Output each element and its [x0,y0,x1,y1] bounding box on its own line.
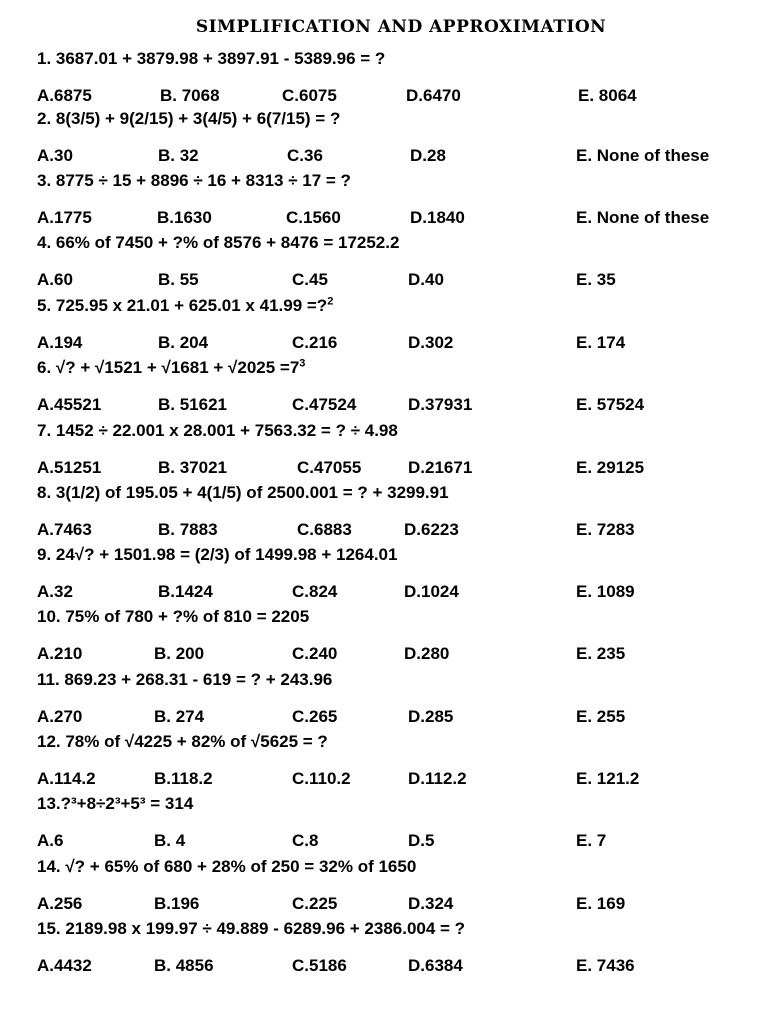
question-8-option-e: E. 7283 [576,520,635,539]
question-10 [37,607,309,627]
question-9 [37,545,397,565]
question-10-option-c: C.240 [292,644,338,663]
question-15 [37,919,465,939]
question-6-text: 6. √? + √1521 + √1681 + √2025 =7 [37,358,300,377]
question-11-option-c: C.265 [292,707,338,726]
question-7-text: 7. 1452 ÷ 22.001 x 28.001 + 7563.32 = ? ÷ 4.98 [37,421,398,440]
question-8-option-a: A.7463 [37,520,92,539]
question-3-option-b: B.1630 [157,208,212,227]
question-11-option-b: B. 274 [154,707,205,726]
question-3-option-a: A.1775 [37,208,92,227]
question-3-option-d: D.1840 [410,208,465,227]
question-4-option-d: D.40 [408,270,444,289]
question-8 [37,483,449,503]
question-15-option-c: C.5186 [292,956,347,975]
question-2-option-a: A.30 [37,146,73,165]
question-10-option-b: B. 200 [154,644,205,663]
question-3-option-e: E. None of these [576,208,710,227]
question-6-exponent: 3 [299,357,306,370]
question-14-option-e: E. 169 [576,894,626,913]
question-2 [37,109,340,129]
question-8-option-d: D.6223 [404,520,459,539]
question-6-option-e: E. 57524 [576,395,645,414]
question-4 [37,233,399,253]
question-13-option-b: B. 4 [154,831,186,850]
question-1-option-b: B. 7068 [160,86,220,105]
question-2-text: 2. 8(3/5) + 9(2/15) + 3(4/5) + 6(7/15) = ? [37,109,341,128]
question-5-option-a: A.194 [37,333,83,352]
question-5-option-b: B. 204 [158,333,209,352]
question-5-option-d: D.302 [408,333,454,352]
question-13-option-e: E. 7 [576,831,607,850]
question-7-option-e: E. 29125 [576,458,645,477]
question-15-text: 15. 2189.98 x 199.97 ÷ 49.889 - 6289.96 + 2386.004 = ? [37,919,466,938]
question-14-option-d: D.324 [408,894,454,913]
question-13-option-d: D.5 [408,831,435,850]
question-2-option-e: E. None of these [576,146,710,165]
question-7-option-a: A.51251 [37,458,102,477]
question-7-option-d: D.21671 [408,458,473,477]
question-4-option-b: B. 55 [158,270,199,289]
question-1-option-d: D.6470 [406,86,461,105]
question-7 [37,421,398,441]
question-7-option-c: C.47055 [297,458,362,477]
question-9-option-b: B.1424 [158,582,213,601]
question-5-exponent: 2 [327,295,334,308]
question-6-option-a: A.45521 [37,395,102,414]
question-1-option-e: E. 8064 [578,86,637,105]
question-8-option-c: C.6883 [297,520,352,539]
question-14-text: 14. √? + 65% of 680 + 28% of 250 = 32% of 1650 [37,857,417,876]
question-5-option-e: E. 174 [576,333,626,352]
question-3-text: 3. 8775 ÷ 15 + 8896 ÷ 16 + 8313 ÷ 17 = ? [37,171,351,190]
question-12-option-b: B.118.2 [154,769,213,788]
question-6 [37,358,305,378]
question-4-option-a: A.60 [37,270,73,289]
question-15-option-a: A.4432 [37,956,92,975]
question-6-option-d: D.37931 [408,395,473,414]
question-9-text: 9. 24√? + 1501.98 = (2/3) of 1499.98 + 1264.01 [37,545,398,564]
question-2-option-b: B. 32 [158,146,199,165]
question-14 [37,857,416,877]
question-13 [37,794,193,814]
question-15-option-e: E. 7436 [576,956,635,975]
question-9-option-d: D.1024 [404,582,459,601]
question-3-option-c: C.1560 [286,208,341,227]
question-2-option-d: D.28 [410,146,446,165]
question-12-option-e: E. 121.2 [576,769,640,788]
question-5 [37,296,333,316]
question-10-option-d: D.280 [404,644,450,663]
question-9-option-c: C.824 [292,582,338,601]
question-5-option-c: C.216 [292,333,338,352]
question-12-option-d: D.112.2 [408,769,467,788]
question-10-text: 10. 75% of 780 + ?% of 810 = 2205 [37,607,310,626]
question-11-option-a: A.270 [37,707,83,726]
question-2-option-c: C.36 [287,146,323,165]
question-10-option-a: A.210 [37,644,83,663]
question-11-option-d: D.285 [408,707,454,726]
question-6-option-c: C.47524 [292,395,357,414]
question-4-option-e: E. 35 [576,270,616,289]
question-12-option-a: A.114.2 [37,769,96,788]
question-13-text: 13.?³+8÷2³+5³ = 314 [37,794,194,813]
question-5-text: 5. 725.95 x 21.01 + 625.01 x 41.99 =? [37,296,328,315]
question-8-option-b: B. 7883 [158,520,218,539]
question-6-option-b: B. 51621 [158,395,227,414]
question-11 [37,670,332,690]
question-12-option-c: C.110.2 [292,769,351,788]
question-9-option-a: A.32 [37,582,73,601]
question-4-text: 4. 66% of 7450 + ?% of 8576 + 8476 = 17252.2 [37,233,400,252]
question-4-option-c: C.45 [292,270,328,289]
question-15-option-d: D.6384 [408,956,463,975]
question-15-option-b: B. 4856 [154,956,214,975]
question-1 [37,49,385,69]
question-10-option-e: E. 235 [576,644,626,663]
page-title: SIMPLIFICATION AND APPROXIMATION [195,17,607,37]
question-14-option-c: C.225 [292,894,338,913]
question-1-option-a: A.6875 [37,86,92,105]
question-13-option-a: A.6 [37,831,64,850]
question-1-option-c: C.6075 [282,86,337,105]
question-8-text: 8. 3(1/2) of 195.05 + 4(1/5) of 2500.001 = ? + 3299.91 [37,483,449,502]
question-12-text: 12. 78% of √4225 + 82% of √5625 = ? [37,732,328,751]
question-1-text: 1. 3687.01 + 3879.98 + 3897.91 - 5389.96 = ? [37,49,386,68]
question-14-option-b: B.196 [154,894,200,913]
question-3 [37,171,351,191]
question-7-option-b: B. 37021 [158,458,227,477]
question-11-text: 11. 869.23 + 268.31 - 619 = ? + 243.96 [37,670,333,689]
question-14-option-a: A.256 [37,894,83,913]
question-12 [37,732,328,752]
question-11-option-e: E. 255 [576,707,626,726]
question-9-option-e: E. 1089 [576,582,635,601]
question-13-option-c: C.8 [292,831,319,850]
